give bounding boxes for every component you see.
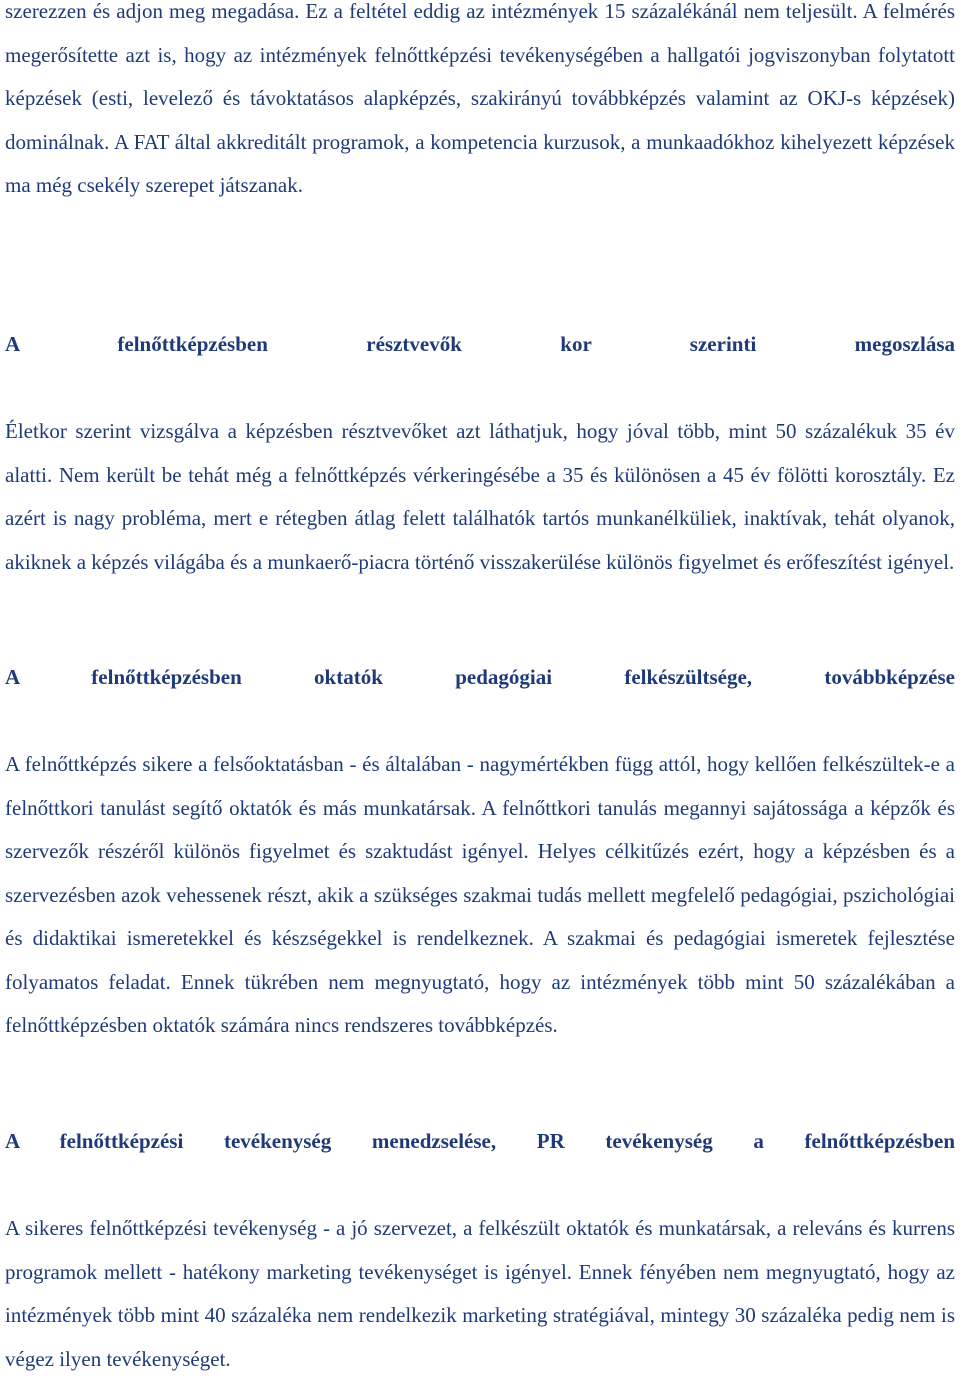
paragraph-age-distribution: Életkor szerint vizsgálva a képzésben résztvevőket azt láthatjuk, hogy jóval több, mint 50 százalékuk 35 év alatti. Nem került be tehát még a felnőttképzés vérkeringésébe a 35 és különösen a 45 év fölötti korosztály. Ez azért is nagy probléma, mert e rétegben átlag felett találhatók tartós munkanélküliek, inaktívak, tehát olyanok, akiknek a képzés világába és a munkaerő-piacra történő visszakerülése különös figyelmet és erőfeszítést igényel. <box>5 419 955 574</box>
paragraph-intro: szerezzen és adjon meg megadása. Ez a feltétel eddig az intézmények 15 százalékánál nem teljesült. A felmérés megerősítette azt is, hogy az intézmények felnőttképzési tevékenységében a hallgatói jogviszonyban folytatott képzések (esti, levelező és távoktatásos alapképzés, szakirányú továbbképzés valamint az OKJ-s képzések) dominálnak. A FAT által akkreditált programok, a kompetencia kurzusok, a munkaadókhoz kihelyezett képzések ma még csekély szerepet játszanak. <box>5 0 955 197</box>
section-heading-instructor-training: A felnőttképzésben oktatók pedagógiai felkészültsége, továbbképzése <box>5 665 955 689</box>
paragraph-management-pr: A sikeres felnőttképzési tevékenység - a jó szervezet, a felkészült oktatók és munkatársak, a releváns és kurrens programok mellett - hatékony marketing tevékenységet is igényel. Ennek fényében nem megnyugtató, hogy az intézmények több mint 40 százaléka nem rendelkezik marketing stratégiával, mintegy 30 százaléka pedig nem is végez ilyen tevékenységet. <box>5 1216 955 1371</box>
paragraph-instructor-training: A felnőttképzés sikere a felsőoktatásban - és általában - nagymértékben függ attól, hogy kellően felkészültek-e a felnőttkori tanulást segítő oktatók és más munkatársak. A felnőttkori tanulás megannyi sajátossága a képzők és szervezők részéről különös figyelmet és szaktudást igényel. Helyes célkitűzés ezért, hogy a képzésben és a szervezésben azok vehessenek részt, akik a szükséges szakmai tudás mellett megfelelő pedagógiai, pszichológiai és didaktikai ismeretekkel és készségekkel is rendelkeznek. A szakmai és pedagógiai ismeretek fejlesztése folyamatos feladat. Ennek tükrében nem megnyugtató, hogy az intézmények több mint 50 százalékában a felnőttképzésben oktatók számára nincs rendszeres továbbképzés. <box>5 752 955 1037</box>
section-heading-management-pr: A felnőttképzési tevékenység menedzselése, PR tevékenység a felnőttképzésben <box>5 1129 955 1153</box>
section-heading-age-distribution: A felnőttképzésben résztvevők kor szerinti megoszlása <box>5 332 955 356</box>
